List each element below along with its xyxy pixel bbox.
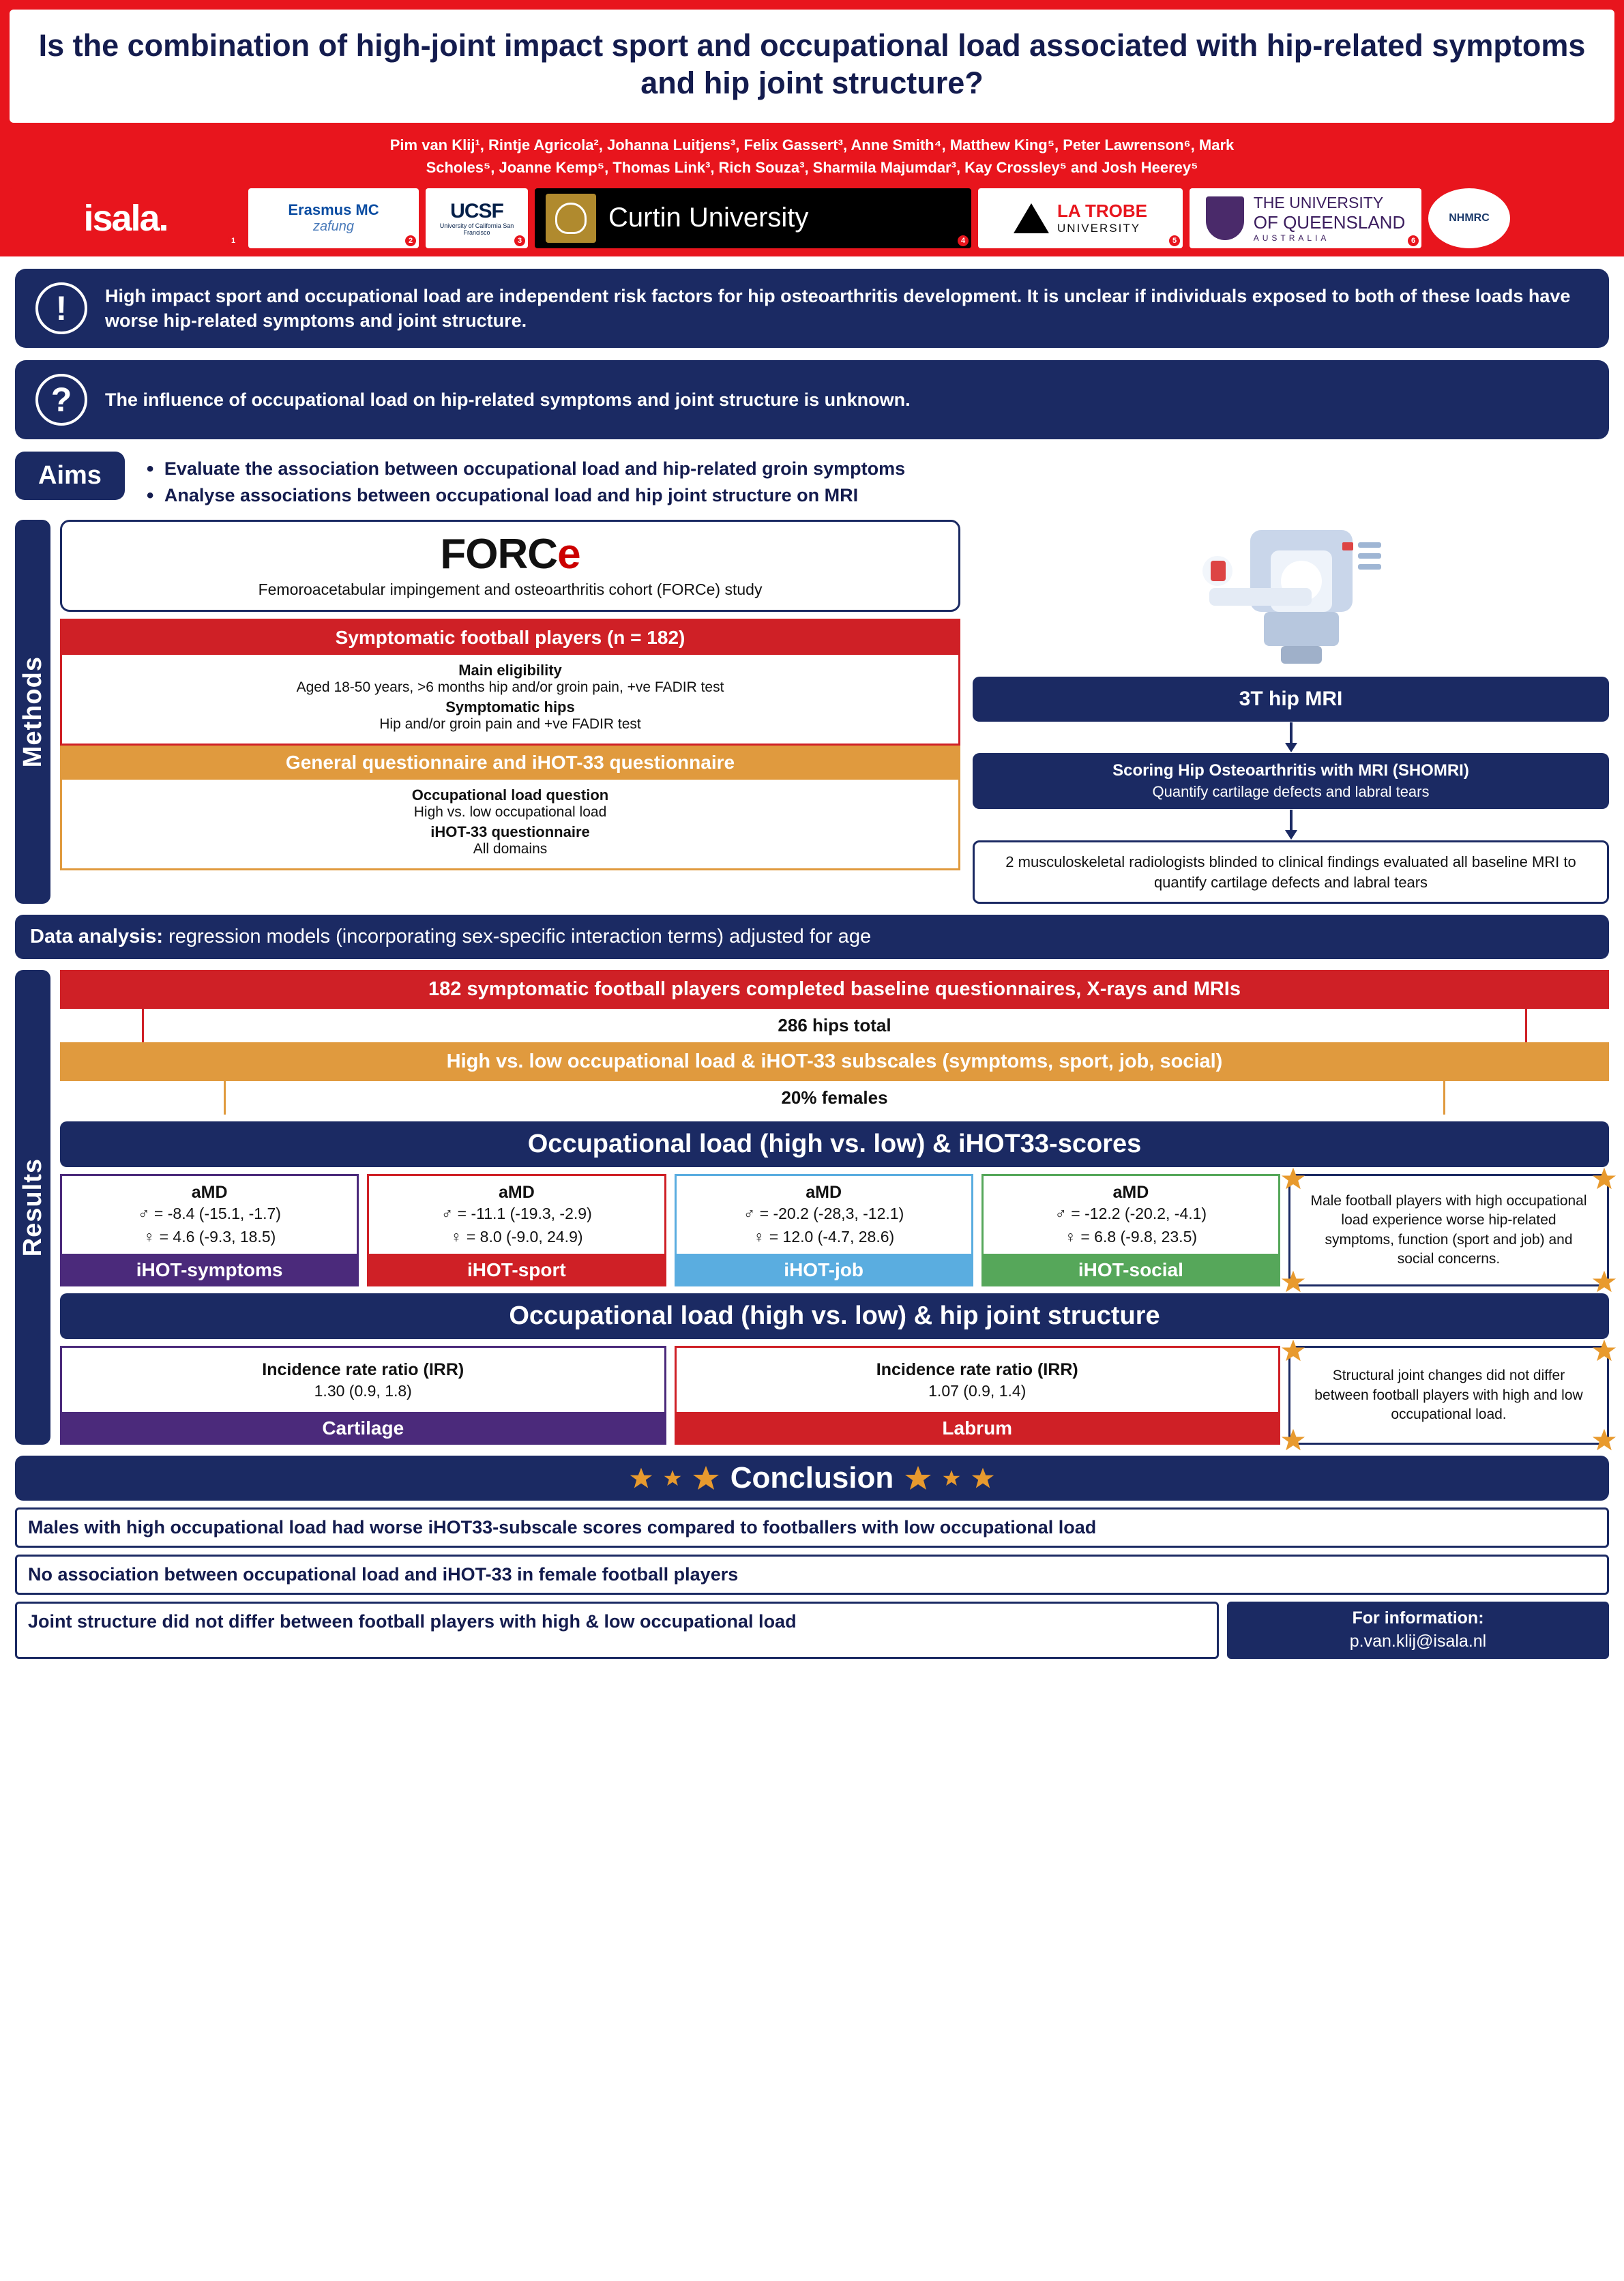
mri-pill: 3T hip MRI (973, 677, 1609, 722)
data-analysis-bar (15, 915, 1609, 959)
results-hips-total: 286 hips total (142, 1009, 1527, 1042)
methods-tab-label: Methods (18, 656, 47, 768)
force-logo: FORCe (440, 531, 580, 578)
amd-male-value: ♂ = -11.1 (-19.3, -2.9) (441, 1205, 592, 1223)
star-icon (1281, 1166, 1305, 1191)
results-sample-bar: 182 symptomatic football players completed baseline questionnaires, X-rays and MRIs (60, 970, 1609, 1009)
amd-label: aMD (191, 1183, 228, 1203)
ihot-sport-label: iHOT-sport (367, 1254, 666, 1286)
results-section (15, 970, 1609, 1445)
curtin-university-logo: Curtin University 4 (535, 188, 971, 248)
aims-item: • Evaluate the association between occupational load and hip-related groin symptoms (143, 456, 905, 482)
star-icon (1592, 1428, 1616, 1452)
aims-item: • Analyse associations between occupational load and hip joint structure on MRI (143, 482, 905, 509)
affiliation-logo-row (0, 188, 1624, 256)
ihot-symptoms-label: iHOT-symptoms (60, 1254, 359, 1286)
exclamation-icon: ! (35, 282, 87, 334)
radiologists-box: 2 musculoskeletal radiologists blinded to clinical findings evaluated all baseline MRI to quantify cartilage defects and labral tears (973, 840, 1609, 904)
structure-results-cards (60, 1346, 1609, 1445)
ihot-social-label: iHOT-social (981, 1254, 1280, 1286)
star-icon (943, 1469, 960, 1487)
nhmrc-logo: NHMRC (1428, 188, 1510, 248)
irr-label: Incidence rate ratio (IRR) (262, 1360, 464, 1380)
symptomatic-hips-value: Hip and/or groin pain and +ve FADIR test (379, 716, 641, 732)
star-icon (664, 1469, 681, 1487)
conclusion-line: Males with high occupational load had worse iHOT33-subscale scores compared to footballers with low occupational load (15, 1507, 1609, 1548)
structure-key-finding-text: Structural joint changes did not differ between football players with high and low occupational load. (1314, 1368, 1583, 1422)
ihot-job-label: iHOT-job (675, 1254, 973, 1286)
question-text: The influence of occupational load on hip-related symptoms and joint structure is unknown. (105, 389, 911, 410)
background-text: High impact sport and occupational load are independent risk factors for hip osteoarthritis development. It is unclear if individuals exposed to both of these loads have worse hip-related symptoms and joint structure. (105, 285, 1571, 331)
uq-crest-icon (1206, 196, 1244, 240)
shomri-pill (973, 753, 1609, 809)
eligibility-label: Main eligibility (458, 661, 562, 679)
participants-bar: Symptomatic football players (n = 182) (62, 621, 958, 655)
structure-results-title: Occupational load (high vs. low) & hip joint structure (60, 1293, 1609, 1339)
contact-label: For information: (1352, 1608, 1484, 1628)
erasmus-mc-logo: Erasmus MC zafung 2 (248, 188, 419, 248)
isala-logo: isala. 1 (10, 188, 241, 248)
cartilage-label: Cartilage (60, 1412, 666, 1445)
logo-index-5: 5 (1169, 235, 1180, 246)
force-study-box (60, 520, 960, 612)
data-analysis-label: Data analysis: (30, 926, 164, 948)
occupational-load-label: Occupational load question (411, 786, 609, 804)
question-icon: ? (35, 374, 87, 426)
irr-value: 1.07 (0.9, 1.4) (928, 1382, 1027, 1400)
la-trobe-university-logo: LA TROBE UNIVERSITY 5 (978, 188, 1183, 248)
logo-index-2: 2 (405, 235, 416, 246)
ihot-key-finding-note (1288, 1174, 1609, 1286)
star-icon (904, 1465, 932, 1492)
participants-panel (60, 619, 960, 746)
occupational-load-value: High vs. low occupational load (413, 804, 607, 820)
cartilage-card (60, 1346, 666, 1445)
amd-label: aMD (1112, 1183, 1149, 1203)
ihot-sport-card (367, 1174, 666, 1286)
star-icon (971, 1467, 994, 1490)
irr-label: Incidence rate ratio (IRR) (876, 1360, 1078, 1380)
ihot-job-card (675, 1174, 973, 1286)
star-icon (1281, 1269, 1305, 1294)
conclusion-line: No association between occupational load and iHOT-33 in female football players (15, 1555, 1609, 1595)
amd-male-value: ♂ = -8.4 (-15.1, -1.7) (138, 1205, 281, 1223)
background-callout (15, 269, 1609, 348)
arrow-down-icon-2 (973, 809, 1609, 840)
contact-box (1227, 1602, 1609, 1659)
logo-index-6: 6 (1408, 235, 1419, 246)
labrum-card (675, 1346, 1281, 1445)
logo-index-4: 4 (958, 235, 969, 246)
title-box (10, 10, 1614, 123)
labrum-label: Labrum (675, 1412, 1281, 1445)
author-line-2: Scholes⁵, Joanne Kemp⁵, Thomas Link³, Rich Souza³, Sharmila Majumdar³, Kay Crossley⁵ and Josh Heerey⁵ (426, 158, 1198, 176)
amd-label: aMD (498, 1183, 535, 1203)
amd-male-value: ♂ = -12.2 (-20.2, -4.1) (1054, 1205, 1207, 1223)
amd-female-value: ♀ = 6.8 (-9.8, 23.5) (1064, 1227, 1198, 1246)
question-callout (15, 360, 1609, 439)
university-of-queensland-logo: THE UNIVERSITY OF QUEENSLAND AUSTRALIA 6 (1190, 188, 1421, 248)
methods-tab (15, 520, 50, 904)
questionnaire-panel (60, 746, 960, 870)
questionnaire-bar: General questionnaire and iHOT-33 questionnaire (62, 746, 958, 780)
amd-female-value: ♀ = 4.6 (-9.3, 18.5) (143, 1227, 276, 1246)
structure-key-finding-note (1288, 1346, 1609, 1445)
methods-section (15, 520, 1609, 904)
star-icon (1592, 1269, 1616, 1294)
author-list (10, 123, 1614, 188)
conclusion-banner (15, 1456, 1609, 1501)
star-icon (1592, 1166, 1616, 1191)
amd-label: aMD (806, 1183, 842, 1203)
shomri-subtitle: Quantify cartilage defects and labral tears (1152, 783, 1430, 801)
arrow-down-icon (973, 722, 1609, 753)
eligibility-value: Aged 18-50 years, >6 months hip and/or groin pain, +ve FADIR test (296, 679, 724, 695)
results-females: 20% females (224, 1081, 1445, 1115)
amd-female-value: ♀ = 12.0 (-4.7, 28.6) (753, 1227, 895, 1246)
results-tab-label: Results (18, 1158, 47, 1257)
shomri-title: Scoring Hip Osteoarthritis with MRI (SHOMRI) (1112, 761, 1469, 780)
irr-value: 1.30 (0.9, 1.8) (314, 1382, 412, 1400)
ihot-social-card (981, 1174, 1280, 1286)
ihot-results-title: Occupational load (high vs. low) & iHOT33-scores (60, 1121, 1609, 1167)
star-icon (1281, 1338, 1305, 1363)
conclusion-title: Conclusion (730, 1461, 894, 1495)
symptomatic-hips-label: Symptomatic hips (445, 698, 575, 716)
curtin-mark-icon (546, 194, 596, 243)
star-icon (692, 1465, 720, 1492)
amd-female-value: ♀ = 8.0 (-9.0, 24.9) (450, 1227, 583, 1246)
latrobe-triangle-icon (1014, 203, 1049, 233)
star-icon (630, 1467, 653, 1490)
author-line-1: Pim van Klij¹, Rintje Agricola², Johanna Luitjens³, Felix Gassert³, Anne Smith⁴, Matthew King⁵, Peter Lawrenson⁶, Mark (389, 136, 1235, 153)
force-caption: Femoroacetabular impingement and osteoarthritis cohort (FORCe) study (258, 580, 763, 599)
amd-male-value: ♂ = -20.2 (-28,3, -12.1) (743, 1205, 904, 1223)
ihot-results-cards (60, 1174, 1609, 1286)
star-icon (1281, 1428, 1305, 1452)
page-title: Is the combination of high-joint impact sport and occupational load associated with hip-related symptoms and hip joint structure? (38, 28, 1586, 100)
aims-section (15, 452, 1609, 509)
ihot33-value: All domains (473, 840, 548, 857)
footer-row (15, 1602, 1609, 1659)
poster-header (0, 0, 1624, 188)
methods-right-column (973, 520, 1609, 904)
results-exposure-bar: High vs. low occupational load & iHOT-33 subscales (symptoms, sport, job, social) (60, 1042, 1609, 1081)
mri-scanner-illustration (973, 520, 1609, 677)
aims-label: Aims (15, 452, 125, 500)
ihot33-label: iHOT-33 questionnaire (430, 823, 590, 840)
ihot-symptoms-card (60, 1174, 359, 1286)
ucsf-logo: UCSF University of California San Francisco 3 (426, 188, 528, 248)
logo-index-3: 3 (514, 235, 525, 246)
methods-left-column (60, 520, 960, 904)
conclusion-line: Joint structure did not differ between football players with high & low occupational load (15, 1602, 1219, 1659)
contact-email[interactable]: p.van.klij@isala.nl (1349, 1632, 1487, 1651)
data-analysis-text: regression models (incorporating sex-specific interaction terms) adjusted for age (163, 926, 872, 948)
results-tab (15, 970, 50, 1445)
aims-list (143, 452, 905, 509)
ihot-key-finding-text: Male football players with high occupational load experience worse hip-related symptoms, function (sport and job) and social concerns. (1310, 1193, 1587, 1267)
logo-index-1: 1 (228, 235, 239, 246)
star-icon (1592, 1338, 1616, 1363)
